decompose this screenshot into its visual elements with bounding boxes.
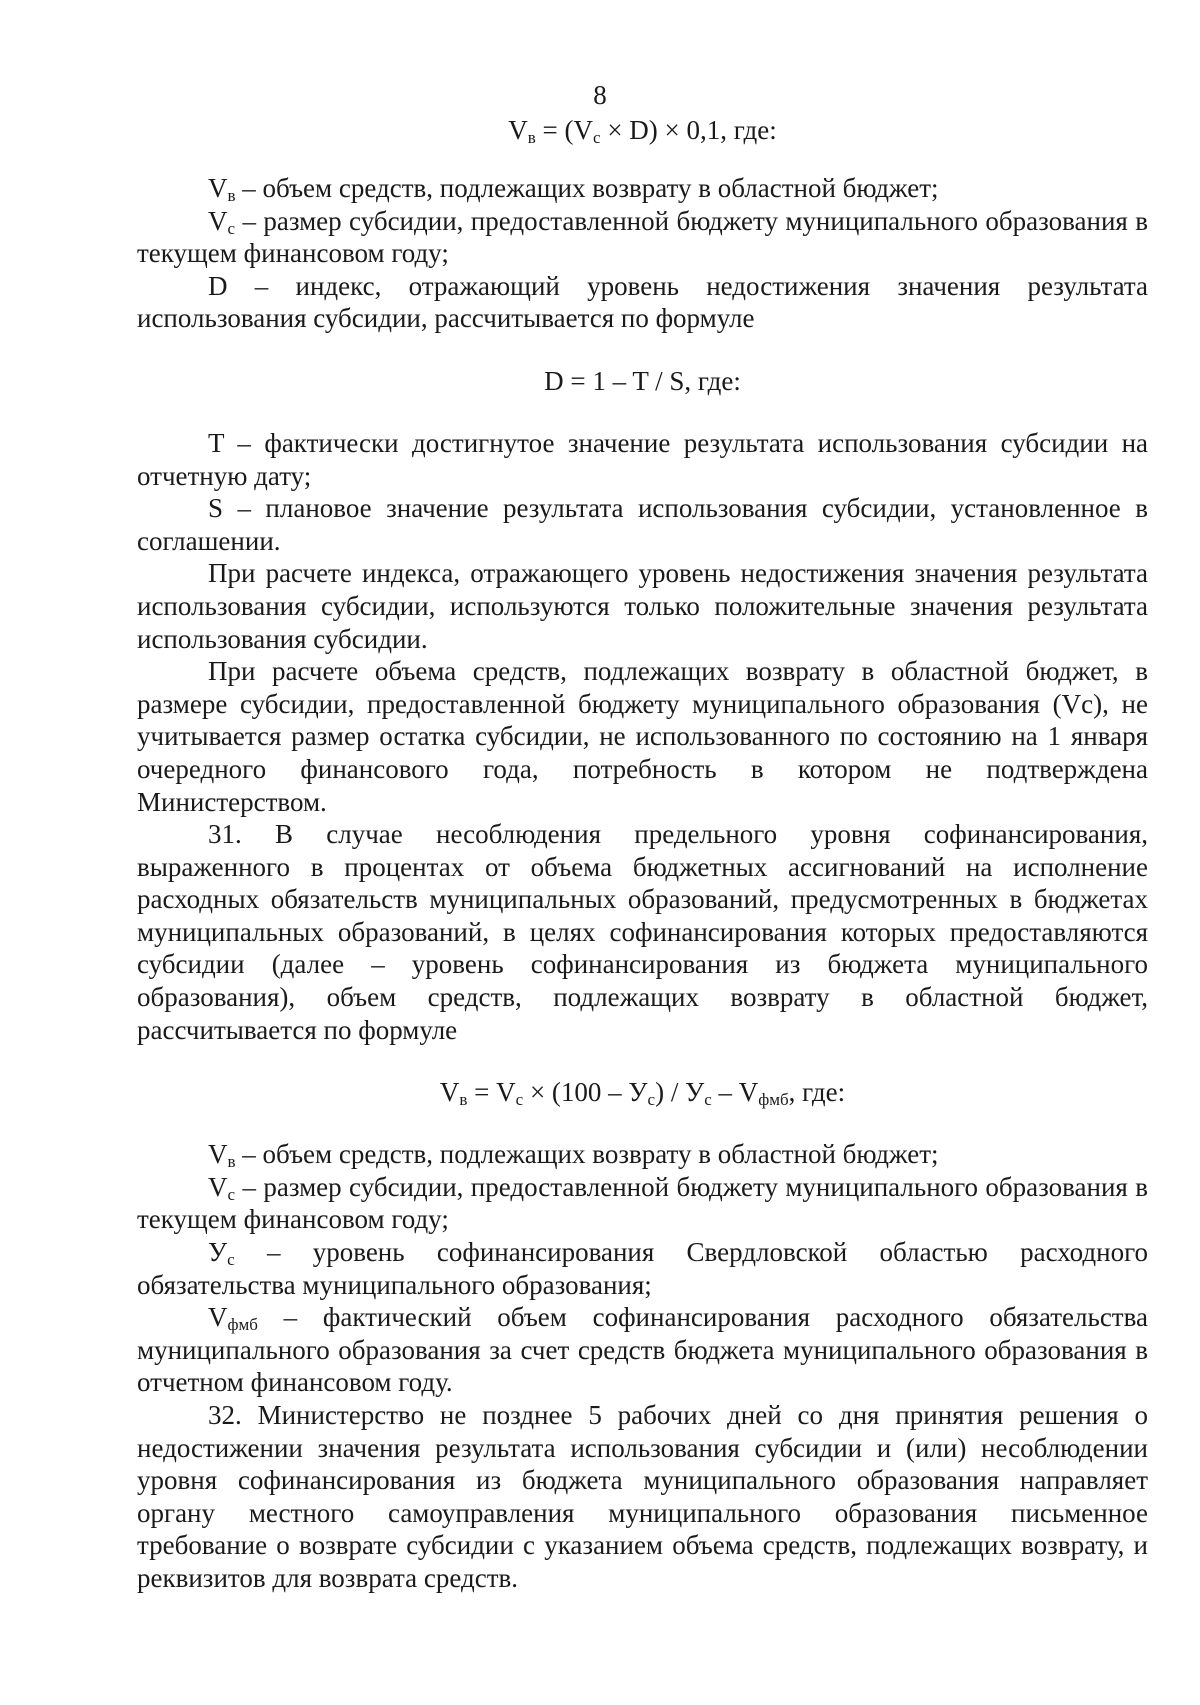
formula-d: D = 1 – T / S, где: <box>544 365 741 396</box>
paragraph-remainder: При расчете объема средств, подлежащих возврату в областной бюджет, в размере субсидии, предоставленной бюджету муниципального образования (Vс), не учитывается размер остатка субсидии, не использованного по состоянию на 1 января очередного финансового года, потребность в котором не подтверждена Министерством. <box>137 656 1148 817</box>
paragraph-32: 32. Министерство не позднее 5 рабочих дней со дня принятия решения о недостижении значения результата использования субсидии и (или) несоблюдении уровня софинансирования из бюджета муниципального образования направляет органу местного самоуправления муниципального образования письменное требование о возврате субсидии с указанием объема средств, подлежащих возврату, и реквизитов для возврата средств. <box>137 1400 1148 1593</box>
formula-vv-cofinancing: $V_в = V_с \times (100 - У_с) / У_с - V_{фмб}$, где: <box>439 1077 846 1110</box>
paragraph-positive-values: При расчете индекса, отражающего уровень недостижения значения результата использования субсидии, используются только положительные значения результата использования субсидии. <box>137 558 1148 654</box>
definition-vfmb: $V_{фмб}$ – фактический объем софинансирования расходного обязательства муниципального образования за счет средств бюджета муниципального образования в отчетном финансовом году. <box>137 1302 1148 1398</box>
definition-s: S – плановое значение результата использования субсидии, установленное в соглашении. <box>137 493 1148 556</box>
page-number: 8 <box>593 80 607 110</box>
paragraph-31: 31. В случае несоблюдения предельного уровня софинансирования, выраженного в процентах от объема бюджетных ассигнований на исполнение расходных обязательств муниципальных образований, предусмотренных в бюджетах муниципальных образований, в целях софинансирования которых предоставляются субсидии (далее – уровень софинансирования из бюджета муниципального образования), объем средств, подлежащих возврату в областной бюджет, рассчитывается по формуле <box>137 819 1148 1045</box>
definition-vc: $V_с$ – размер субсидии, предоставленной бюджету муниципального образования в текущем финансовом году; <box>137 205 1148 269</box>
definition-vc-2: $V_с$ – размер субсидии, предоставленной бюджету муниципального образования в текущем финансовом году; <box>137 1171 1148 1235</box>
definition-vv-2: $V_в$ – объем средств, подлежащих возврату в областной бюджет; <box>208 1139 939 1172</box>
definition-vv: $V_в$ – объем средств, подлежащих возврату в областной бюджет; <box>208 173 939 205</box>
definition-d: D – индекс, отражающий уровень недостижения значения результата использования субсидии, рассчитывается по формуле <box>137 270 1148 334</box>
definition-t: T – фактически достигнутое значение результата использования субсидии на отчетную дату; <box>137 427 1148 491</box>
definition-uc: $У_с$ – уровень софинансирования Свердловской областью расходного обязательства муниципального образования; <box>137 1237 1148 1300</box>
formula-vv-index: $V_в = (V_с \times D) \times 0,1$, где: <box>508 115 777 147</box>
page-content <box>137 114 1148 1595</box>
